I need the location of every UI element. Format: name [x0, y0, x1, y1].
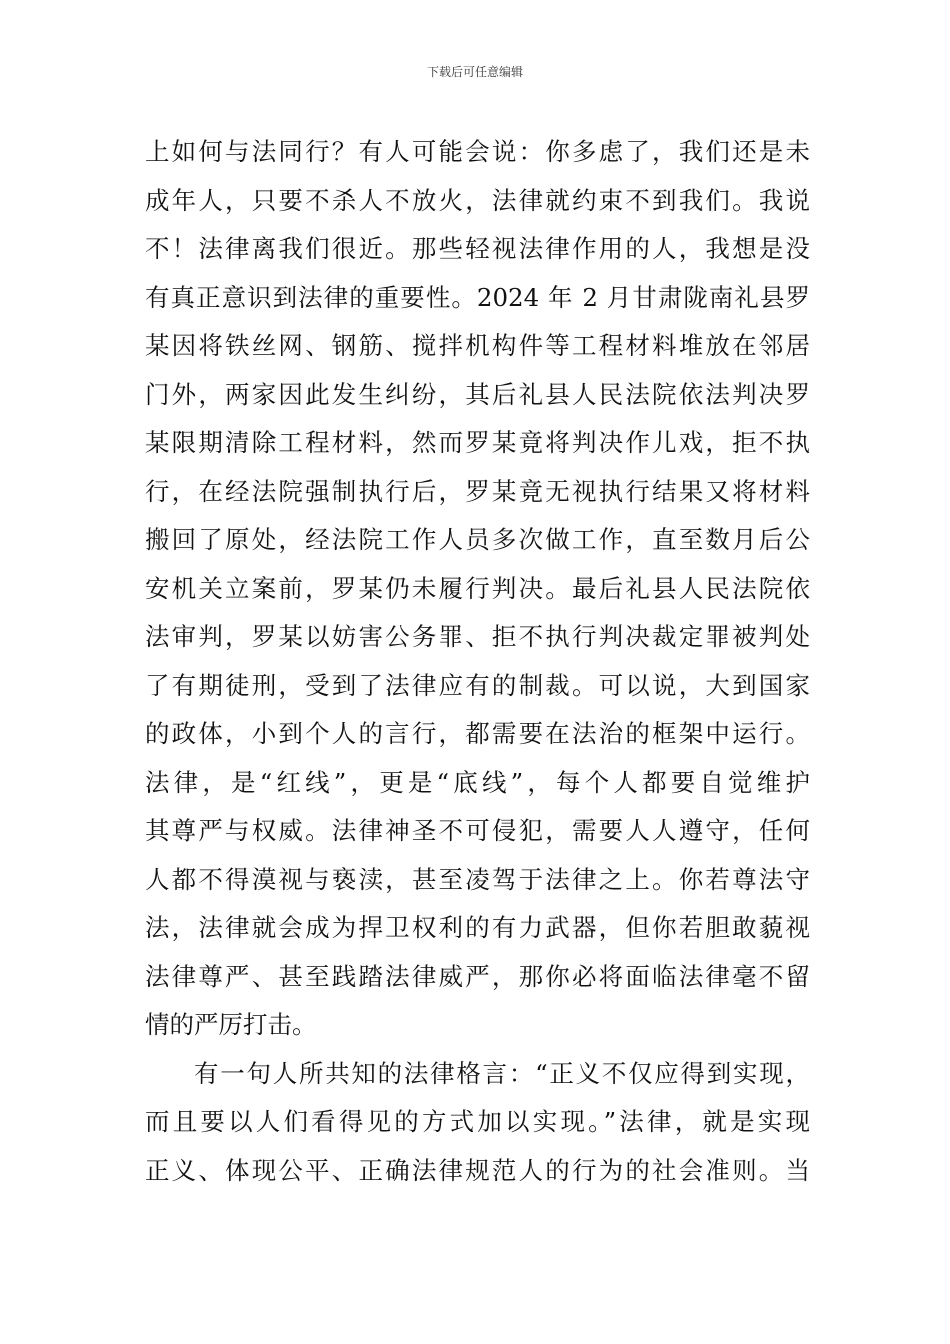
text-line: 有真正意识到法律的重要性。2024 年 2 月甘肃陇南礼县罗	[145, 282, 810, 312]
text-line: 了有期徒刑，受到了法律应有的制裁。可以说，大到国家	[145, 670, 810, 700]
text-line: 搬回了原处，经法院工作人员多次做工作，直至数月后公	[145, 525, 810, 554]
text-line: 情的严厉打击。	[145, 1010, 317, 1039]
text-line: 而且要以人们看得见的方式加以实现。”法律，就是实现	[145, 1107, 810, 1136]
text-line: 法律尊严、甚至践踏法律威严，那你必将面临法律毫不留	[145, 961, 810, 991]
paragraph-1	[145, 128, 810, 1050]
text-line: 人都不得漠视与亵渎，甚至凌驾于法律之上。你若尊法守	[145, 864, 810, 894]
text-line: 的政体，小到个人的言行，都需要在法治的框架中运行。	[145, 719, 810, 748]
page-header: 下载后可任意编辑	[426, 65, 523, 79]
text-line: 法律，是“红线”，更是“底线”，每个人都要自觉维护	[145, 767, 810, 797]
document-body	[145, 128, 810, 1195]
text-line: 某限期清除工程材料，然而罗某竟将判决作儿戏，拒不执	[145, 428, 810, 457]
paragraph-2	[145, 1050, 810, 1196]
text-line: 行，在经法院强制执行后，罗某竟无视执行结果又将材料	[145, 476, 810, 506]
text-line: 安机关立案前，罗某仍未履行判决。最后礼县人民法院依	[145, 573, 810, 603]
text-line: 上如何与法同行？有人可能会说：你多虑了，我们还是未	[145, 137, 810, 166]
text-line: 有一句人所共知的法律格言：“正义不仅应得到实现，	[194, 1058, 810, 1088]
text-line: 门外，两家因此发生纠纷，其后礼县人民法院依法判决罗	[145, 379, 810, 409]
text-line: 法，法律就会成为捍卫权利的有力武器，但你若胆敢藐视	[145, 913, 810, 942]
text-line: 成年人，只要不杀人不放火，法律就约束不到我们。我说	[145, 185, 810, 215]
text-line: 法审判，罗某以妨害公务罪、拒不执行判决裁定罪被判处	[145, 622, 810, 651]
text-line: 正义、体现公平、正确法律规范人的行为的社会准则。当	[145, 1155, 810, 1185]
text-line: 某因将铁丝网、钢筋、搅拌机构件等工程材料堆放在邻居	[145, 331, 810, 360]
text-line: 不！法律离我们很近。那些轻视法律作用的人，我想是没	[145, 234, 810, 263]
text-line: 其尊严与权威。法律神圣不可侵犯，需要人人遵守，任何	[145, 816, 810, 845]
